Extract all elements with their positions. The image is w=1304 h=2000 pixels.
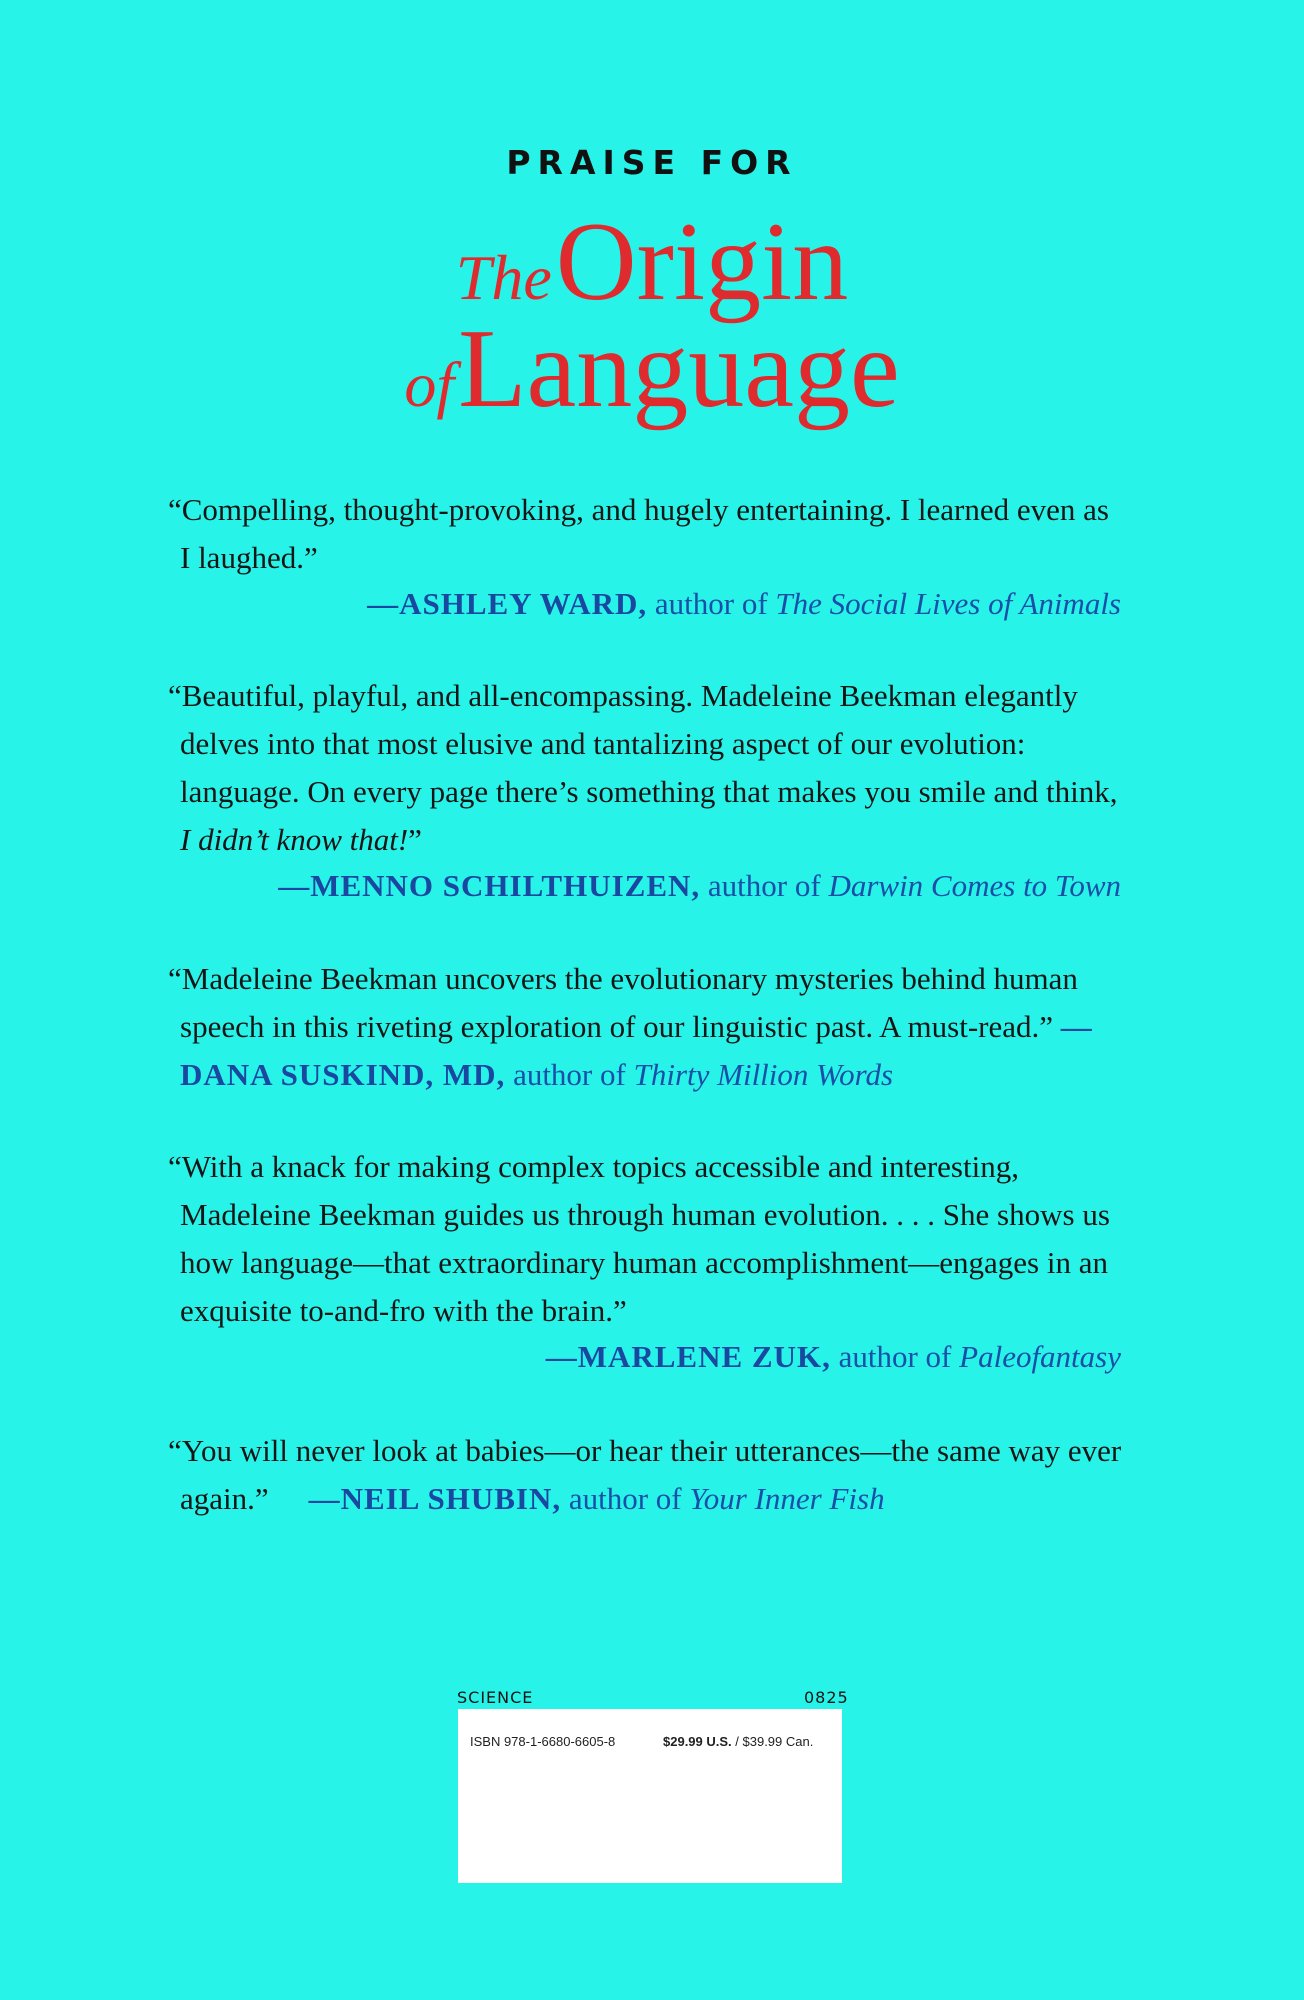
blurb-author-name: —DANA SUSKIND, MD,: [180, 1009, 1093, 1092]
blurb-ashley-ward: [165, 486, 1125, 626]
blurb-dana-suskind: [165, 955, 1125, 1099]
blurb-text-block: [165, 1427, 1125, 1523]
praise-for-heading: PRAISE FOR: [506, 143, 798, 182]
title-of: of: [404, 349, 455, 420]
price-can: $39.99 Can.: [742, 1734, 814, 1749]
author-of-label: author of: [838, 1339, 952, 1374]
author-of-label: author of: [513, 1057, 626, 1092]
blurb-emphasis: I didn’t know that!: [180, 822, 409, 857]
price-label: [663, 1734, 813, 1749]
blurb-text: “Compelling, thought-provoking, and hugely entertaining. I learned even as I laughed.”: [168, 492, 1109, 575]
blurb-author-name: —MENNO SCHILTHUIZEN,: [278, 868, 701, 903]
blurb-menno-schilthuizen: [165, 672, 1125, 908]
blurb-book-title: Paleofantasy: [959, 1339, 1121, 1374]
blurb-marlene-zuk: [165, 1143, 1125, 1379]
blurb-text-block: [165, 955, 1125, 1099]
title-language: Language: [458, 307, 900, 431]
blurb-close-quote: ”: [408, 822, 422, 857]
blurb-attribution: [165, 582, 1125, 626]
blurb-author-name: —NEIL SHUBIN,: [308, 1481, 562, 1516]
blurb-attribution: [165, 1335, 1125, 1379]
author-of-label: author of: [568, 1481, 682, 1516]
blurb-attribution: [165, 864, 1125, 908]
blurb-book-title: Your Inner Fish: [689, 1481, 885, 1516]
title-origin: Origin: [555, 200, 849, 324]
barcode-box: [458, 1709, 842, 1883]
blurb-book-title: Darwin Comes to Town: [828, 868, 1121, 903]
price-separator: /: [731, 1734, 743, 1749]
author-of-label: author of: [654, 586, 768, 621]
edition-code: 0825: [804, 1688, 849, 1707]
blurb-text-block: [165, 672, 1125, 864]
blurb-text: “With a knack for making complex topics accessible and interesting, Madeleine Beekman guides us through human evolution. . . . She shows us how language—that extraordinary human accomplishment—engages in an exquisite to-and-fro with the brain.”: [168, 1149, 1110, 1328]
book-title-line-2: [0, 305, 1304, 434]
blurb-author-name: —ASHLEY WARD,: [367, 586, 648, 621]
blurb-author-name: —MARLENE ZUK,: [545, 1339, 831, 1374]
author-of-label: author of: [707, 868, 821, 903]
blurb-text: “Madeleine Beekman uncovers the evolutionary mysteries behind human speech in this riveting exploration of our linguistic past. A must-read.”: [168, 961, 1078, 1044]
blurb-neil-shubin: [165, 1427, 1125, 1523]
blurb-attribution: [309, 1481, 885, 1516]
isbn-label: ISBN 978-1-6680-6605-8: [470, 1734, 616, 1749]
blurb-book-title: Thirty Million Words: [633, 1057, 894, 1092]
category-label: SCIENCE: [457, 1688, 534, 1707]
blurb-text: “You will never look at babies—or hear their utterances—the same way ever again.”: [168, 1433, 1122, 1516]
blurb-book-title: The Social Lives of Animals: [775, 586, 1121, 621]
blurb-text: “Beautiful, playful, and all-encompassing. Madeleine Beekman elegantly delves into that most elusive and tantalizing aspect of our evolution: language. On every page there’s something that makes you smile and think,: [168, 678, 1118, 809]
price-us: $29.99 U.S.: [663, 1734, 732, 1749]
title-the: The: [455, 242, 552, 313]
